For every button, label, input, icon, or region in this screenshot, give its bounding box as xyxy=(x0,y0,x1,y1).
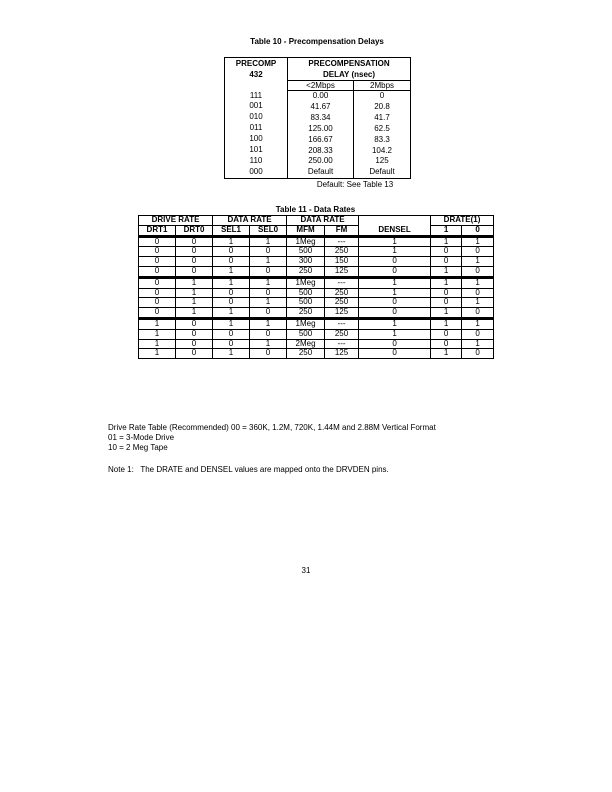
table-cell: 0 xyxy=(462,349,494,359)
table-cell: 1 xyxy=(250,318,287,329)
table-cell: 0 xyxy=(359,308,431,319)
drive-rate-note xyxy=(108,423,436,453)
drive-rate-group-header: DRIVE RATE xyxy=(139,216,213,226)
table-row xyxy=(139,308,494,319)
table-cell: 1 xyxy=(359,247,431,257)
table-cell: 1 xyxy=(139,349,176,359)
table-row-cell: 20.8 xyxy=(374,101,390,111)
table-cell: 125 xyxy=(325,308,359,319)
table-cell: 0 xyxy=(250,329,287,339)
table-row-cell: 110 xyxy=(249,155,263,165)
delay-header-line2: DELAY (nsec) xyxy=(322,70,376,79)
table-cell: 0 xyxy=(139,257,176,267)
precomp-header-line1: PRECOMP xyxy=(235,59,277,68)
page-number: 31 xyxy=(301,566,311,575)
table-cell: 1 xyxy=(431,277,462,288)
table-cell: 1 xyxy=(359,236,431,247)
table-cell: 0 xyxy=(462,288,494,298)
table-row-cell: 0.00 xyxy=(312,91,329,100)
table-cell: 1 xyxy=(139,329,176,339)
table-row-cell: 104.2 xyxy=(371,145,393,155)
table-cell: 0 xyxy=(213,288,250,298)
data-rates-table xyxy=(138,215,494,359)
table-cell: 1 xyxy=(213,236,250,247)
table-cell: 1 xyxy=(431,266,462,277)
table-row-cell: 62.5 xyxy=(374,123,390,133)
table-cell: 0 xyxy=(213,257,250,267)
delay-header xyxy=(288,58,411,81)
table-row xyxy=(139,236,494,247)
table-cell: 0 xyxy=(462,266,494,277)
subheader-lt2mbps: <2Mbps xyxy=(288,81,354,91)
table-cell: 0 xyxy=(213,298,250,308)
table-row-cell: 111 xyxy=(249,90,263,100)
table-row-cell: 125 xyxy=(375,156,389,166)
table-cell: 1 xyxy=(359,277,431,288)
table-row xyxy=(139,329,494,339)
table-cell: 1 xyxy=(176,308,213,319)
table-cell: 0 xyxy=(139,266,176,277)
table-cell: 1 xyxy=(139,339,176,349)
table-cell: 0 xyxy=(431,298,462,308)
table-cell: 1 xyxy=(176,277,213,288)
table-row-cell: 011 xyxy=(249,123,263,133)
table-cell: 0 xyxy=(139,308,176,319)
table-cell: 1 xyxy=(250,277,287,288)
table-cell: 1 xyxy=(213,277,250,288)
data-rate-group-header-1: DATA RATE xyxy=(213,216,287,226)
precomp-values-col xyxy=(225,91,288,179)
table-row xyxy=(139,277,494,288)
drive-rate-note-line2: 01 = 3-Mode Drive xyxy=(108,433,175,442)
table-cell: 2Meg xyxy=(287,339,325,349)
table-cell: 0 xyxy=(431,329,462,339)
table-cell: 0 xyxy=(462,329,494,339)
table-cell: 500 xyxy=(287,329,325,339)
table-row xyxy=(139,349,494,359)
table-cell: 1 xyxy=(250,257,287,267)
table-cell: 250 xyxy=(287,266,325,277)
delay-2mbps-col xyxy=(354,91,411,179)
table-cell: 0 xyxy=(139,277,176,288)
drive-rate-note-line3: 10 = 2 Meg Tape xyxy=(108,443,168,452)
table-cell: 1 xyxy=(431,308,462,319)
table-cell: 1 xyxy=(431,349,462,359)
table-cell: 0 xyxy=(139,247,176,257)
table-cell: 0 xyxy=(250,266,287,277)
table-cell: 300 xyxy=(287,257,325,267)
table-row-cell: Default xyxy=(307,167,334,177)
table10-body xyxy=(225,91,411,179)
table-cell: 0 xyxy=(176,257,213,267)
table-row-cell: 41.67 xyxy=(310,101,331,111)
table-cell: 250 xyxy=(325,329,359,339)
table-cell: 0 xyxy=(359,349,431,359)
table-cell: 250 xyxy=(325,247,359,257)
table-cell: 1 xyxy=(462,257,494,267)
table11-column-headers xyxy=(139,225,494,236)
table-cell: 0 xyxy=(431,339,462,349)
table-cell: 0 xyxy=(176,339,213,349)
table-cell: 0 xyxy=(431,247,462,257)
table-row-cell: 166.67 xyxy=(308,134,333,144)
table-row xyxy=(139,266,494,277)
col-header-mfm: MFM xyxy=(287,225,325,236)
table-cell: 1 xyxy=(462,236,494,247)
table-cell: 250 xyxy=(287,308,325,319)
table-cell: 0 xyxy=(359,298,431,308)
table-cell: 0 xyxy=(139,236,176,247)
table-cell: --- xyxy=(325,339,359,349)
table-cell: 1 xyxy=(139,318,176,329)
table-cell: 1 xyxy=(176,288,213,298)
table-cell: 0 xyxy=(176,318,213,329)
table-cell: 1Meg xyxy=(287,236,325,247)
subheader-2mbps: 2Mbps xyxy=(354,81,411,91)
table10-title: Table 10 - Precompensation Delays xyxy=(250,37,384,46)
table-cell: 1 xyxy=(213,308,250,319)
table-cell: 0 xyxy=(359,339,431,349)
table-cell: 1 xyxy=(213,318,250,329)
delay-header-line1: PRECOMPENSATION xyxy=(308,59,390,68)
col-header-fm: FM xyxy=(325,225,359,236)
table-cell: 0 xyxy=(431,257,462,267)
table-cell: 0 xyxy=(213,247,250,257)
table-cell: 1 xyxy=(431,318,462,329)
table-cell: --- xyxy=(325,277,359,288)
table-row xyxy=(139,257,494,267)
note-1: Note 1: The DRATE and DENSEL values are mapped onto the DRVDEN pins. xyxy=(108,465,389,474)
precompensation-delays-table xyxy=(224,57,411,179)
table-cell: 1 xyxy=(359,288,431,298)
table-cell: 0 xyxy=(462,308,494,319)
table-cell: 500 xyxy=(287,288,325,298)
table-cell: 0 xyxy=(139,288,176,298)
delay-lt2mbps-col xyxy=(288,91,354,179)
table-cell: 0 xyxy=(250,349,287,359)
table-row-cell: 83.34 xyxy=(310,112,331,122)
table-row-cell: 100 xyxy=(249,134,263,144)
table-cell: 1 xyxy=(250,298,287,308)
precomp-header-line2: 432 xyxy=(249,70,263,79)
table-cell: --- xyxy=(325,236,359,247)
table-row-cell: 208.33 xyxy=(308,145,333,155)
table-cell: 0 xyxy=(176,266,213,277)
table-cell: 150 xyxy=(325,257,359,267)
table-row-cell: 0 xyxy=(379,91,385,100)
table-cell: 1Meg xyxy=(287,277,325,288)
table-cell: 0 xyxy=(213,329,250,339)
table-cell: 1 xyxy=(250,236,287,247)
table-row xyxy=(139,318,494,329)
col-header-sel1: SEL1 xyxy=(213,225,250,236)
table-cell: 1 xyxy=(462,318,494,329)
col-header-drt0: DRT0 xyxy=(176,225,213,236)
table-cell: 1 xyxy=(359,318,431,329)
table11-body xyxy=(139,236,494,359)
table-row-cell: 000 xyxy=(249,166,263,176)
table-cell: 1 xyxy=(213,266,250,277)
table-row-cell: Default xyxy=(369,167,395,177)
densel-header-top xyxy=(359,216,431,226)
table-cell: 250 xyxy=(287,349,325,359)
precomp-header xyxy=(225,58,288,81)
table-cell: 1Meg xyxy=(287,318,325,329)
table-cell: 0 xyxy=(176,329,213,339)
col-header-sel0: SEL0 xyxy=(250,225,287,236)
table-cell: 0 xyxy=(250,247,287,257)
table-row-cell: 101 xyxy=(249,145,263,155)
table-cell: 0 xyxy=(139,298,176,308)
table-row-cell: 250.00 xyxy=(308,156,333,166)
table-cell: 1 xyxy=(431,236,462,247)
drate-group-header: DRATE(1) xyxy=(431,216,494,226)
table-cell: 125 xyxy=(325,266,359,277)
table-cell: 1 xyxy=(250,339,287,349)
table-row-cell: 001 xyxy=(249,101,263,111)
table-cell: 0 xyxy=(359,266,431,277)
table-row-cell: 125.00 xyxy=(308,123,333,133)
table-cell: 250 xyxy=(325,288,359,298)
table-cell: 500 xyxy=(287,298,325,308)
table-cell: 0 xyxy=(176,247,213,257)
table-cell: 1 xyxy=(213,349,250,359)
table-row-cell: 010 xyxy=(249,112,263,122)
table-cell: 125 xyxy=(325,349,359,359)
table-cell: 0 xyxy=(250,288,287,298)
table-cell: 0 xyxy=(431,288,462,298)
table-cell: 0 xyxy=(176,236,213,247)
table11-title: Table 11 - Data Rates xyxy=(275,205,356,214)
table10-footnote: Default: See Table 13 xyxy=(316,180,394,189)
table-cell: 0 xyxy=(359,257,431,267)
col-header-drt1: DRT1 xyxy=(139,225,176,236)
table-cell: 1 xyxy=(462,339,494,349)
table-row-cell: 83.3 xyxy=(374,134,390,144)
col-header-densel: DENSEL xyxy=(359,225,431,236)
table-cell: 250 xyxy=(325,298,359,308)
table-cell: 500 xyxy=(287,247,325,257)
table-cell: 1 xyxy=(176,298,213,308)
table-cell: 0 xyxy=(250,308,287,319)
table-cell: 1 xyxy=(462,298,494,308)
col-header-drate1: 1 xyxy=(431,225,462,236)
table-cell: 0 xyxy=(462,247,494,257)
table-row-cell: 41.7 xyxy=(374,112,390,122)
table-cell: 0 xyxy=(213,339,250,349)
table-cell: 0 xyxy=(176,349,213,359)
col-header-drate0: 0 xyxy=(462,225,494,236)
table-cell: 1 xyxy=(462,277,494,288)
table-cell: 1 xyxy=(359,329,431,339)
data-rate-group-header-2: DATA RATE xyxy=(287,216,359,226)
table-cell: --- xyxy=(325,318,359,329)
drive-rate-note-line1: Drive Rate Table (Recommended) 00 = 360K, 1.2M, 720K, 1.44M and 2.88M Vertical Format xyxy=(108,423,436,432)
precomp-subheader-blank xyxy=(225,81,288,91)
